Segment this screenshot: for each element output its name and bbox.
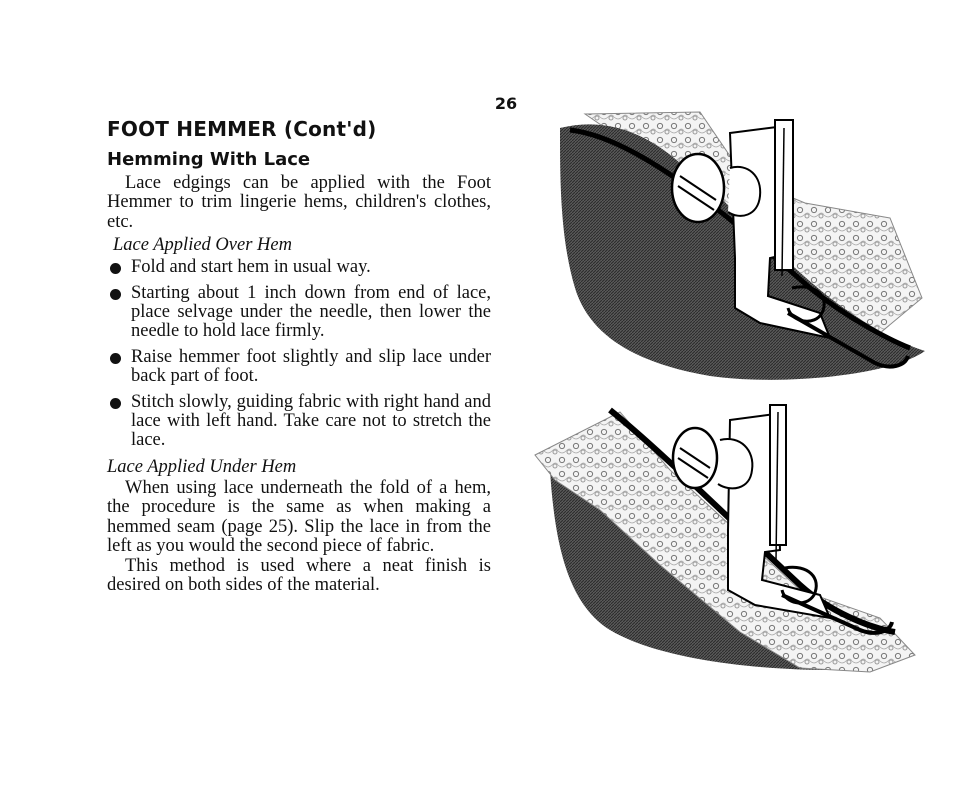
subsection-title-under-hem: Lace Applied Under Hem: [107, 456, 297, 477]
page-number: 26: [494, 94, 518, 113]
illustration-lace-over-hem: [530, 108, 930, 398]
text-column: [107, 116, 491, 595]
page-heading: FOOT HEMMER (Cont'd): [107, 117, 377, 141]
list-item: Raise hemmer foot slightly and slip lace under back part of foot.: [107, 348, 491, 387]
under-hem-paragraph: When using lace underneath the fold of a hem, the procedure is the same as when making a hemmed seam (page 25). Slip the lace in from the left as you would the second piece of fabric.: [107, 477, 491, 557]
list-item: Fold and start hem in usual way.: [107, 258, 491, 277]
list-item: Starting about 1 inch down from end of lace, place selvage under the needle, then lower the needle to hold lace firmly.: [107, 284, 491, 342]
intro-paragraph: Lace edgings can be applied with the Foot Hemmer to trim lingerie hems, children's clothes, etc.: [107, 173, 491, 232]
list-item: Stitch slowly, guiding fabric with right hand and lace with left hand. Take care not to stretch the lace.: [107, 393, 491, 451]
section-heading: Hemming With Lace: [107, 149, 311, 170]
finish-paragraph: This method is used where a neat finish is desired on both sides of the material.: [107, 555, 491, 595]
subsection-title-over-hem: Lace Applied Over Hem: [113, 235, 292, 256]
illustration-lace-under-hem: [530, 400, 930, 678]
instruction-list: [107, 258, 491, 451]
